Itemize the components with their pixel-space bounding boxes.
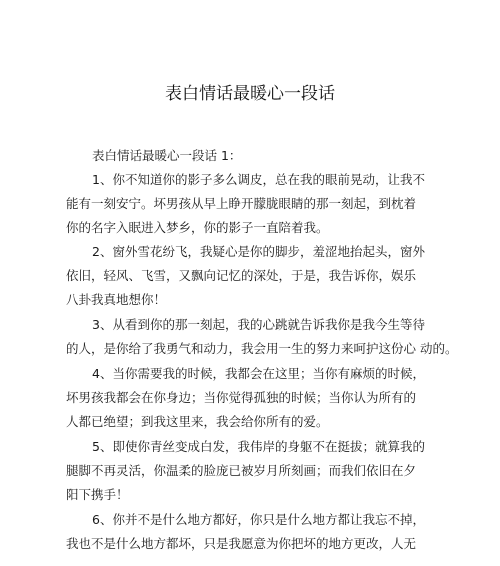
paragraph-line: 5、即使你青丝变成白发，我伟岸的身躯不在挺拔；就算我的 xyxy=(92,439,425,454)
paragraph-line: 1、你不知道你的影子多么调皮，总在我的眼前晃动，让我不 xyxy=(92,172,425,187)
paragraph-line: 依旧，轻风、飞雪，又飘向记忆的深处，于是，我告诉你，娱乐 xyxy=(66,268,417,283)
section-heading: 表白情话最暖心一段话 1： xyxy=(92,148,242,163)
paragraph-line: 能有一刻安宁。坏男孩从早上睁开朦胧眼睛的那一刻起，到枕着 xyxy=(66,196,417,211)
paragraph-line: 4、当你需要我的时候，我都会在这里；当你有麻烦的时候， xyxy=(92,366,425,381)
paragraph-line: 的人，是你给了我勇气和动力，我会用一生的努力来呵护这份心 动的。 xyxy=(66,341,458,356)
document-title: 表白情话最暖心一段话 xyxy=(165,84,335,104)
paragraph-line: 2、窗外雪花纷飞，我疑心是你的脚步，羞涩地抬起头，窗外 xyxy=(92,244,425,259)
paragraph-line: 你的名字入眠进入梦乡，你的影子一直陪着我。 xyxy=(66,220,329,235)
paragraph-line: 腿脚不再灵活，你温柔的脸庞已被岁月所刻画；而我们依旧在夕 xyxy=(66,463,417,478)
paragraph-line: 6、你并不是什么地方都好，你只是什么地方都让我忘不掉， xyxy=(92,512,425,527)
paragraph-line: 人都已绝望；到我这里来，我会给你所有的爱。 xyxy=(66,414,329,429)
paragraph-line: 我也不是什么地方都坏，只是我愿意为你把坏的地方更改，人无 xyxy=(66,536,417,551)
paragraph-line: 3、从看到你的那一刻起，我的心跳就告诉我你是我今生等待 xyxy=(92,317,425,332)
paragraph-line: 阳下携手！ xyxy=(66,487,129,502)
paragraph-line: 坏男孩我都会在你身边；当你觉得孤独的时候；当你认为所有的 xyxy=(66,390,417,405)
paragraph-line: 八卦我真地想你！ xyxy=(66,292,167,307)
